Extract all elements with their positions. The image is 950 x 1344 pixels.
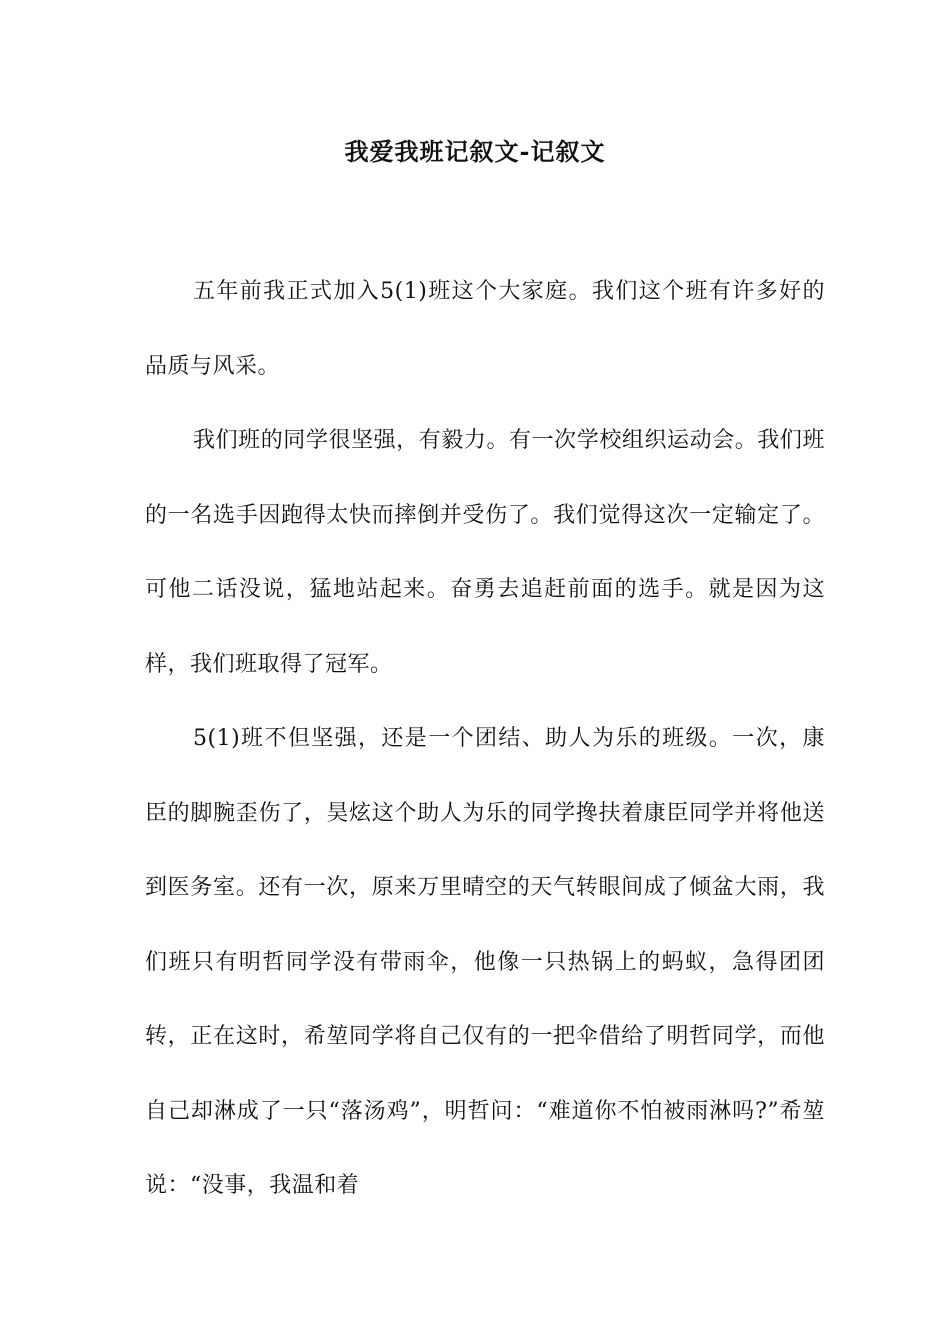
document-title: 我爱我班记叙文-记叙文: [344, 137, 606, 166]
document-body: [145, 255, 825, 1224]
paragraph-1: 五年前我正式加入5(1)班这个大家庭。我们这个班有许多好的品质与风采。: [145, 279, 825, 379]
paragraph-3: 5(1)班不但坚强，还是一个团结、助人为乐的班级。一次，康臣的脚腕歪伤了，昊炫这个助人为乐的同学搀扶着康臣同学并将他送到医务室。还有一次，原来万里晴空的天气转眼间成了倾盆大雨，我们班只有明哲同学没有带雨伞，他像一只热锅上的蚂蚁，急得团团转，正在这时，希堃同学将自己仅有的一把伞借给了明哲同学，而他自己却淋成了一只“落汤鸡”，明哲问：“难道你不怕被雨淋吗?”希堃说：“没事，我温和着: [145, 726, 825, 1198]
paragraph-2: 我们班的同学很坚强，有毅力。有一次学校组织运动会。我们班的一名选手因跑得太快而摔倒并受伤了。我们觉得这次一定输定了。可他二话没说，猛地站起来。奋勇去追赶前面的选手。就是因为这样，我们班取得了冠军。: [145, 428, 825, 677]
